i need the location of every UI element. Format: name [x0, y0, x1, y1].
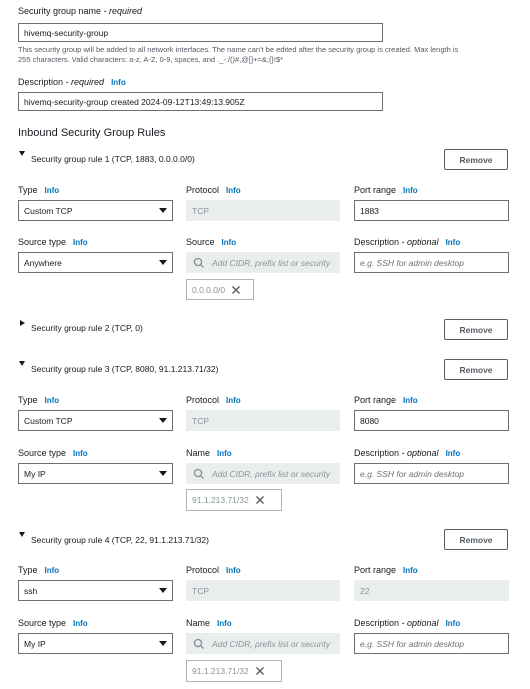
inbound-rules-title: Inbound Security Group Rules [18, 127, 166, 139]
rule-description-label: Description - optional Info [354, 237, 461, 247]
close-icon[interactable] [231, 285, 241, 295]
source-search-input[interactable]: Add CIDR, prefix list or security [186, 463, 340, 484]
rule-description-input[interactable]: e.g. SSH for admin desktop [354, 633, 509, 654]
info-link[interactable]: Info [44, 186, 60, 195]
rule-2-header[interactable]: Security group rule 2 (TCP, 0) [31, 323, 143, 333]
type-select[interactable]: Custom TCP [18, 200, 173, 221]
type-select[interactable]: ssh [18, 580, 173, 601]
sg-description-label: Description - required Info [18, 77, 126, 87]
source-type-select[interactable]: Anywhere [18, 252, 173, 273]
remove-rule-1-button[interactable]: Remove [444, 149, 508, 170]
close-icon[interactable] [255, 495, 265, 505]
sg-description-input[interactable]: hivemq-security-group created 2024-09-12T13:49:13.905Z [18, 92, 383, 111]
info-link[interactable]: Info [221, 238, 237, 247]
port-range-label: Port range Info [354, 395, 418, 405]
rule-3-header[interactable]: Security group rule 3 (TCP, 8080, 91.1.213.71/32) [31, 364, 219, 374]
search-icon [192, 256, 206, 270]
type-label: Type Info [18, 565, 60, 575]
name-label: Name Info [186, 618, 232, 628]
rule-description-label: Description - optional Info [354, 448, 461, 458]
remove-rule-4-button[interactable]: Remove [444, 529, 508, 550]
info-link[interactable]: Info [226, 566, 241, 575]
search-icon [192, 467, 206, 481]
cidr-token: 0.0.0.0/0 [186, 279, 254, 300]
source-type-label: Source type Info [18, 618, 88, 628]
chevron-down-icon [159, 418, 167, 423]
port-range-input[interactable]: 1883 [354, 200, 509, 221]
remove-rule-2-button[interactable]: Remove [444, 319, 508, 340]
info-link[interactable]: Info [226, 396, 241, 405]
chevron-down-icon [159, 471, 167, 476]
expand-caret-icon[interactable] [19, 151, 25, 156]
port-range-field: 22 [354, 580, 509, 601]
info-link[interactable]: Info [73, 449, 88, 458]
source-type-label: Source type Info [18, 448, 88, 458]
info-link[interactable]: Info [445, 449, 461, 458]
chevron-down-icon [159, 208, 167, 213]
chevron-down-icon [159, 641, 167, 646]
protocol-field: TCP [186, 200, 340, 221]
info-link[interactable]: Info [403, 186, 418, 195]
info-link[interactable]: Info [217, 449, 232, 458]
protocol-field: TCP [186, 410, 340, 431]
type-label: Type Info [18, 185, 60, 195]
source-type-label: Source type Info [18, 237, 88, 247]
protocol-label: Protocol Info [186, 565, 241, 575]
type-select[interactable]: Custom TCP [18, 410, 173, 431]
protocol-label: Protocol Info [186, 395, 241, 405]
info-link[interactable]: Info [403, 566, 418, 575]
type-label: Type Info [18, 395, 60, 405]
info-link[interactable]: Info [73, 619, 88, 628]
sg-name-label: Security group name - required [18, 6, 143, 16]
expand-caret-icon[interactable] [19, 361, 25, 366]
close-icon[interactable] [255, 666, 265, 676]
search-icon [192, 637, 206, 651]
expand-caret-icon[interactable] [19, 532, 25, 537]
rule-description-label: Description - optional Info [354, 618, 461, 628]
sg-name-help: This security group will be added to all network interfaces. The name can't be edited after the security group is created. Max length is 255 characters. Valid characters: a-z, A-Z, 0-9, spaces, and ._-:/()#,@[]+=&;{}!$* [18, 45, 459, 64]
sg-name-input[interactable]: hivemq-security-group [18, 23, 383, 42]
protocol-field: TCP [186, 580, 340, 601]
info-link[interactable]: Info [445, 619, 461, 628]
rule-description-input[interactable]: e.g. SSH for admin desktop [354, 252, 509, 273]
info-link[interactable]: Info [445, 238, 461, 247]
port-range-label: Port range Info [354, 185, 418, 195]
port-range-input[interactable]: 8080 [354, 410, 509, 431]
info-link[interactable]: Info [403, 396, 418, 405]
collapsed-caret-icon[interactable] [20, 320, 25, 326]
chevron-down-icon [159, 588, 167, 593]
info-link[interactable]: Info [44, 566, 60, 575]
source-label: Source Info [186, 237, 237, 247]
info-link[interactable]: Info [73, 238, 88, 247]
rule-4-header[interactable]: Security group rule 4 (TCP, 22, 91.1.213.71/32) [31, 535, 209, 545]
source-type-select[interactable]: My IP [18, 463, 173, 484]
source-search-input[interactable]: Add CIDR, prefix list or security [186, 252, 340, 273]
protocol-label: Protocol Info [186, 185, 241, 195]
remove-rule-3-button[interactable]: Remove [444, 359, 508, 380]
rule-description-input[interactable]: e.g. SSH for admin desktop [354, 463, 509, 484]
source-search-input[interactable]: Add CIDR, prefix list or security [186, 633, 340, 654]
rule-1-header[interactable]: Security group rule 1 (TCP, 1883, 0.0.0.0/0) [31, 154, 195, 164]
info-link[interactable]: Info [44, 396, 60, 405]
cidr-token: 91.1.213.71/32 [186, 660, 282, 682]
info-link[interactable]: Info [226, 186, 241, 195]
port-range-label: Port range Info [354, 565, 418, 575]
info-link[interactable]: Info [217, 619, 232, 628]
info-link[interactable]: Info [111, 78, 126, 87]
cidr-token: 91.1.213.71/32 [186, 489, 282, 511]
chevron-down-icon [159, 260, 167, 265]
name-label: Name Info [186, 448, 232, 458]
source-type-select[interactable]: My IP [18, 633, 173, 654]
